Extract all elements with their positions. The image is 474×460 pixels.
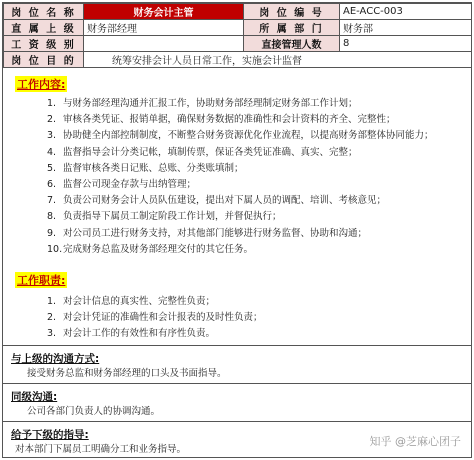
list-item: 5. 监督审核各类日记账、总账、分类账填制； bbox=[47, 162, 244, 174]
duties-section bbox=[3, 269, 471, 343]
work-content-list bbox=[3, 96, 471, 258]
list-item: 6. 监督公司现金存款与出纳管理； bbox=[47, 179, 197, 191]
peer-comm-title: 同级沟通: bbox=[11, 391, 58, 403]
list-item: 2. 审核各类凭证、报销单据，确保财务数据的准确性和会计资料的齐全、完整性； bbox=[47, 114, 396, 126]
pay-grade-value bbox=[84, 36, 244, 52]
subordinate-guidance-text: 对本部门下属员工明确分工和业务指导。 bbox=[15, 444, 187, 455]
header-table bbox=[3, 3, 472, 68]
list-item: 7. 负责公司财务会计人员队伍建设，提出对下属人员的调配、培训、考核意见； bbox=[47, 195, 387, 207]
subordinate-guidance-title: 给予下级的指导: bbox=[11, 429, 89, 441]
department-label: 所 属 部 门 bbox=[244, 20, 340, 36]
header-row-3 bbox=[4, 36, 472, 52]
peer-comm-section bbox=[3, 385, 471, 420]
list-item: 10. 完成财务总监及财务部经理交付的其它任务。 bbox=[47, 243, 254, 255]
list-item: 1. 与财务部经理沟通并汇报工作，协助财务部经理制定财务部工作计划； bbox=[47, 98, 358, 109]
purpose-label: 岗 位 目 的 bbox=[4, 52, 84, 68]
header-row-2 bbox=[4, 20, 472, 36]
superior-comm-text: 接受财务总监和财务部经理的口头及书面指导。 bbox=[27, 368, 227, 379]
position-code-label: 岗 位 编 号 bbox=[244, 4, 340, 20]
divider bbox=[3, 383, 471, 384]
position-name-value: 财务会计主管 bbox=[84, 4, 244, 20]
work-content-section bbox=[3, 73, 471, 258]
list-item: 9. 对公司员工进行财务支持，对其他部门能够进行财务监督、协助和沟通； bbox=[47, 227, 368, 239]
divider bbox=[3, 345, 471, 346]
purpose-value: 统筹安排会计人员日常工作，实施会计监督 bbox=[84, 52, 472, 68]
position-code-value: AE-ACC-003 bbox=[340, 4, 472, 20]
list-item: 1. 对会计信息的真实性、完整性负责； bbox=[47, 296, 216, 307]
list-item: 3. 对会计工作的有效性和有序性负责。 bbox=[47, 328, 216, 340]
direct-reports-value: 8 bbox=[340, 36, 472, 52]
job-description-sheet bbox=[2, 2, 472, 458]
header-row-1 bbox=[4, 4, 472, 20]
pay-grade-label: 工 资 级 别 bbox=[4, 36, 84, 52]
list-item: 3. 协助健全内部控制制度，不断整合财务资源优化作业流程，以提高财务部整体协同能力； bbox=[47, 130, 434, 142]
duties-title: 工作职责: bbox=[17, 274, 66, 287]
direct-superior-label: 直 属 上 级 bbox=[4, 20, 84, 36]
position-name-label: 岗 位 名 称 bbox=[4, 4, 84, 20]
direct-superior-value: 财务部经理 bbox=[84, 20, 244, 36]
superior-comm-section bbox=[3, 347, 471, 382]
work-content-title: 工作内容: bbox=[17, 78, 66, 91]
duties-list bbox=[3, 294, 471, 343]
direct-reports-label: 直接管理人数 bbox=[244, 36, 340, 52]
list-item: 8. 负责指导下属员工制定阶段工作计划，并督促执行； bbox=[47, 211, 282, 223]
superior-comm-title: 与上级的沟通方式: bbox=[11, 353, 100, 365]
watermark: 知乎 @芝麻心团子 bbox=[369, 435, 461, 448]
header-row-4 bbox=[4, 52, 472, 68]
list-item: 2. 对会计凭证的准确性和会计报表的及时性负责； bbox=[47, 312, 263, 324]
list-item: 4. 监督指导会计分类记帐，填制传票，保证各类凭证准确、真实、完整； bbox=[47, 146, 358, 158]
department-value: 财务部 bbox=[340, 20, 472, 36]
divider bbox=[3, 421, 471, 422]
peer-comm-text: 公司各部门负责人的协调沟通。 bbox=[27, 406, 161, 417]
